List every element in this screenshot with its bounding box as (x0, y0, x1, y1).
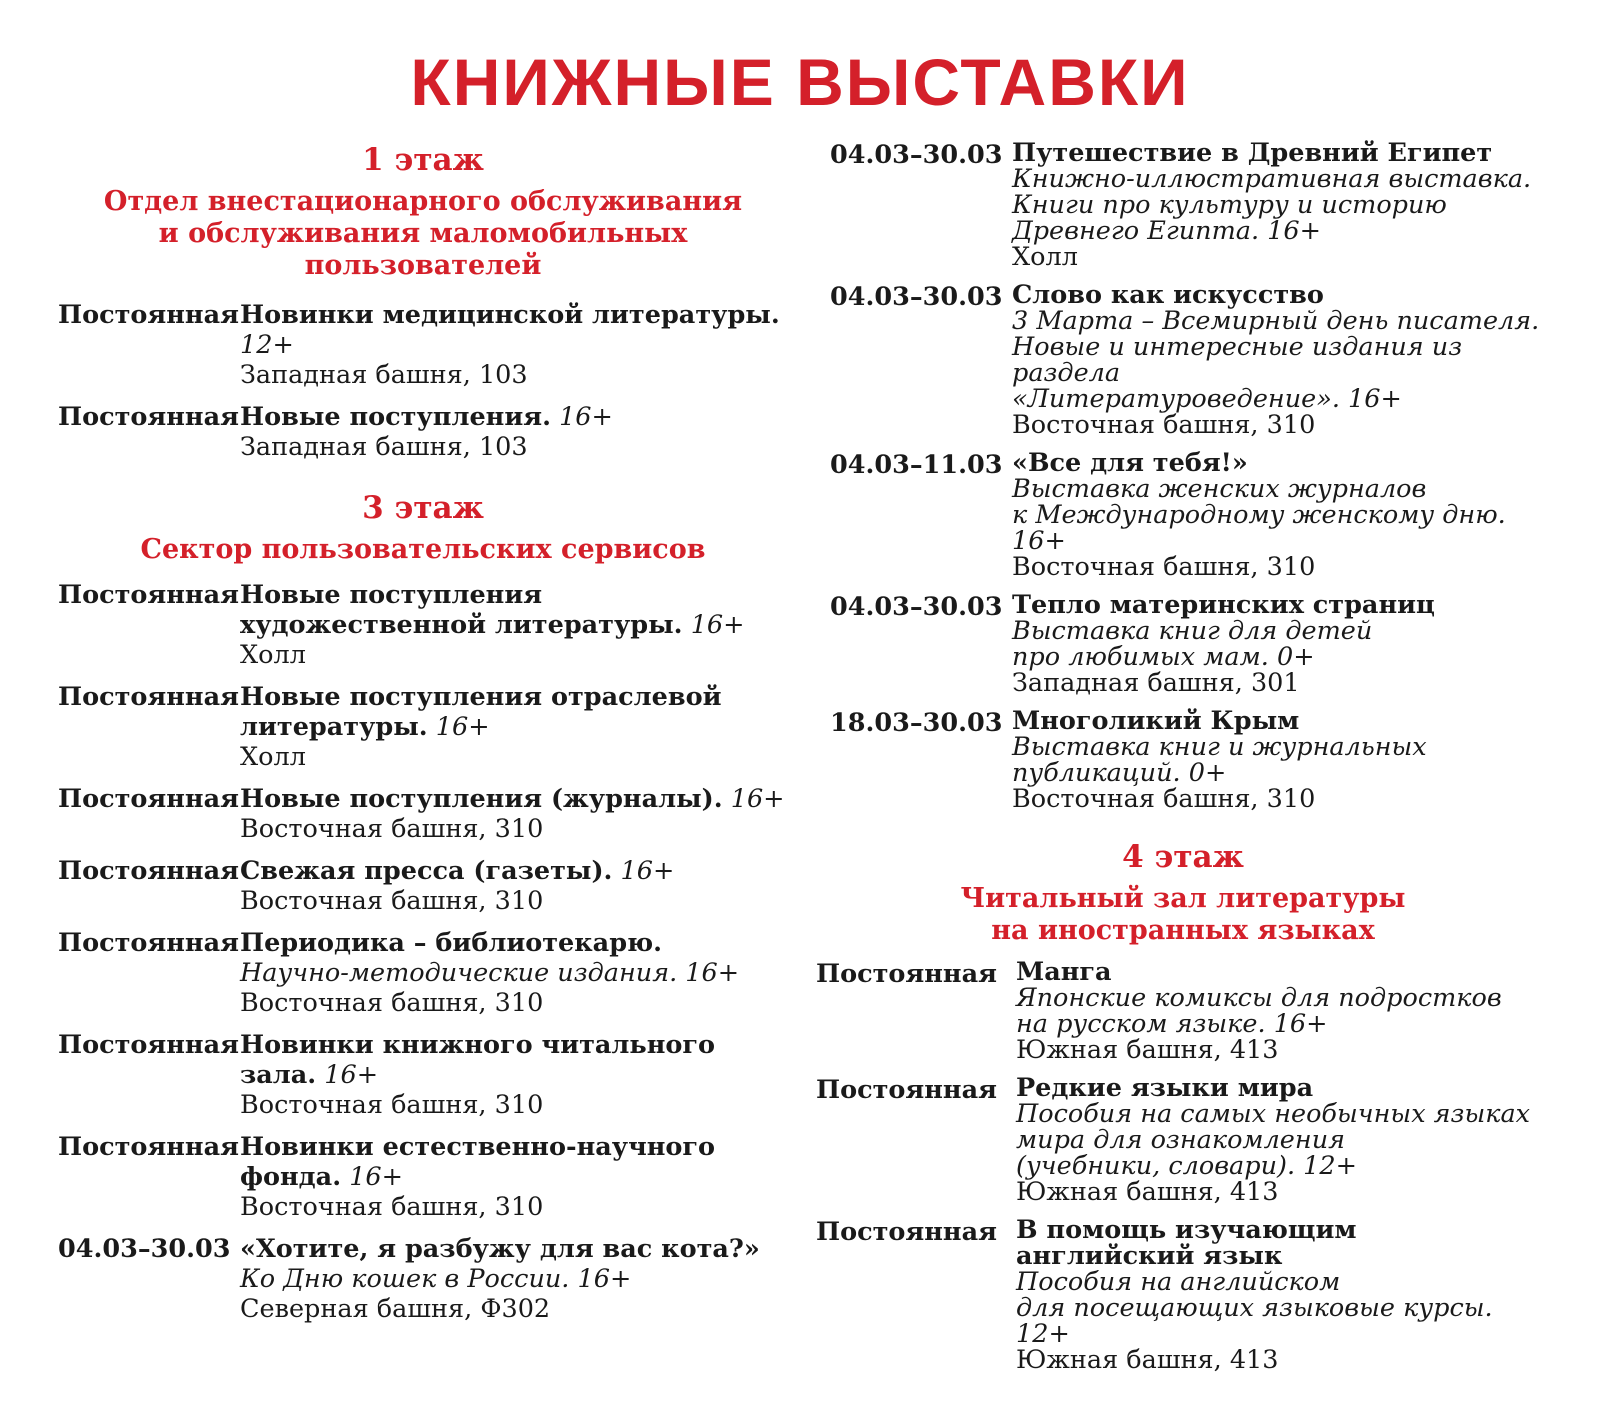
age-rating: 16+ (435, 712, 490, 742)
floor-1-exhibition-list (58, 300, 788, 462)
exhibition-location: Южная башня, 413 (1016, 1177, 1279, 1207)
exhibition-entry (830, 140, 1550, 270)
exhibition-title: Редкие языки мира (1016, 1073, 1314, 1103)
exhibition-title-line (240, 1060, 788, 1090)
exhibition-entry (58, 402, 788, 462)
exhibition-description: Выставка женских журналов (1012, 474, 1427, 504)
exhibition-title: художественной литературы. (240, 610, 683, 640)
age-rating: 16+ (349, 1162, 404, 1192)
exhibition-title: зала. (240, 1060, 317, 1090)
exhibition-description: Научно-методические издания. 16+ (240, 958, 740, 988)
exhibition-title: Новые поступления. (240, 402, 551, 432)
exhibition-title: Новинки медицинской литературы. (240, 300, 780, 330)
exhibition-title: Новые поступления отраслевой (240, 682, 722, 712)
exhibition-description: Книжно-иллюстративная выставка. (1012, 164, 1532, 194)
exhibition-title: Путешествие в Древний Египет (1012, 138, 1493, 168)
age-rating: 16+ (620, 856, 675, 886)
exhibition-entry (830, 450, 1550, 580)
exhibition-date: Постоянная (58, 402, 239, 432)
exhibition-description: Ко Дню кошек в России. 16+ (240, 1264, 632, 1294)
exhibition-details (1012, 140, 1550, 270)
exhibition-description: Выставка книг для детей (1012, 616, 1373, 646)
exhibition-description: Пособия на английском (1016, 1267, 1341, 1297)
floor-title: 4 этаж (1122, 839, 1244, 875)
department-title-line: и обслуживания маломобильных (158, 218, 688, 249)
exhibition-location: Восточная башня, 310 (1012, 552, 1316, 582)
exhibition-details (1012, 282, 1550, 438)
floor-title: 1 этаж (362, 142, 484, 178)
exhibition-description: Пособия на самых необычных языках (1016, 1099, 1531, 1129)
exhibition-description: Выставка книг и журнальных (1012, 732, 1427, 762)
exhibition-title: литературы. (240, 712, 428, 742)
department-title-line: пользователей (304, 250, 542, 281)
exhibition-title-line (1016, 1075, 1550, 1101)
exhibition-description: на русском языке. 16+ (1016, 1009, 1328, 1039)
exhibition-entry (830, 708, 1550, 812)
exhibition-details (1016, 959, 1550, 1063)
exhibition-date: 04.03–30.03 (58, 1234, 231, 1264)
exhibition-entry (58, 1132, 788, 1222)
exhibition-description: Древнего Египта. 16+ (1012, 216, 1321, 246)
exhibition-entry (58, 1234, 788, 1324)
exhibition-location: Западная башня, 103 (240, 432, 528, 462)
exhibition-location: Западная башня, 103 (240, 360, 528, 390)
exhibition-title-line (1016, 1243, 1550, 1269)
exhibition-details (1016, 1217, 1550, 1373)
floor-3-header (58, 488, 788, 566)
exhibition-details (240, 928, 788, 1018)
exhibition-date: Постоянная (58, 1132, 239, 1162)
exhibition-details (1012, 708, 1550, 812)
exhibition-details (1016, 1075, 1550, 1205)
exhibition-details (240, 580, 788, 670)
exhibition-details (240, 1234, 788, 1324)
exhibition-entry (58, 856, 788, 916)
exhibition-description: (учебники, словари). 12+ (1016, 1151, 1357, 1181)
exhibition-location: Восточная башня, 310 (240, 988, 544, 1018)
department-title (58, 534, 788, 566)
exhibition-date: Постоянная (58, 300, 239, 330)
exhibition-description: Новые и интересные издания из раздела (1012, 332, 1463, 388)
exhibition-title: Новые поступления (журналы). (240, 784, 723, 814)
exhibition-entry (58, 300, 788, 390)
exhibition-title-line (240, 682, 788, 712)
exhibition-entry (830, 282, 1550, 438)
temporary-exhibition-list (830, 140, 1550, 812)
exhibition-date: 04.03–30.03 (830, 282, 1003, 312)
exhibition-location: Восточная башня, 310 (1012, 784, 1316, 814)
exhibition-title: «Все для тебя!» (1012, 448, 1248, 478)
exhibition-description: публикаций. 0+ (1012, 758, 1227, 788)
exhibition-title-line (240, 300, 788, 330)
exhibition-title: Новинки книжного читального (240, 1030, 716, 1060)
exhibition-date: Постоянная (58, 784, 239, 814)
exhibition-title-line (240, 580, 788, 610)
exhibition-date: Постоянная (58, 682, 239, 712)
exhibition-location: Восточная башня, 310 (240, 886, 544, 916)
exhibition-title: Свежая пресса (газеты). (240, 856, 613, 886)
exhibition-location: Холл (240, 640, 306, 670)
exhibition-date: 18.03–30.03 (830, 708, 1003, 738)
exhibition-location: Южная башня, 413 (1016, 1035, 1279, 1065)
exhibition-title-line (240, 610, 788, 640)
exhibition-title-line (1012, 140, 1550, 166)
exhibition-title-line (1012, 450, 1550, 476)
exhibition-entry (816, 959, 1550, 1063)
age-rating: 16+ (559, 402, 613, 432)
exhibition-description: к Международному женскому дню. 16+ (1012, 500, 1506, 556)
department-title-line: на иностранных языках (991, 915, 1375, 946)
exhibition-date: 04.03–30.03 (830, 140, 1003, 170)
exhibition-title: Периодика – библиотекарю. (240, 928, 663, 958)
exhibition-title: Новинки естественно-научного (240, 1132, 716, 1162)
exhibition-description: мира для ознакомления (1016, 1125, 1345, 1155)
exhibition-title: В помощь изучающим (1016, 1215, 1357, 1245)
exhibition-location: Южная башня, 413 (1016, 1345, 1279, 1375)
exhibition-title-line (240, 712, 788, 742)
exhibition-title-line (240, 928, 788, 958)
exhibition-location: Восточная башня, 310 (1012, 410, 1316, 440)
exhibition-location: Восточная башня, 310 (240, 1192, 544, 1222)
exhibition-details (240, 1132, 788, 1222)
exhibition-title-line (1012, 592, 1550, 618)
exhibition-title-line (240, 1234, 788, 1264)
right-column-bottom (816, 837, 1550, 1373)
exhibition-entry (58, 1030, 788, 1120)
exhibition-location: Восточная башня, 310 (240, 1090, 544, 1120)
floor-1-header (58, 140, 788, 282)
floor-4-header (816, 837, 1550, 947)
exhibition-entry (816, 1217, 1550, 1373)
exhibition-title: фонда. (240, 1162, 342, 1192)
exhibition-entry (830, 592, 1550, 696)
exhibition-title: «Хотите, я разбужу для вас кота?» (240, 1234, 760, 1264)
exhibition-location: Западная башня, 301 (1012, 668, 1300, 698)
page-title: КНИЖНЫЕ ВЫСТАВКИ (410, 45, 1190, 119)
exhibition-date: Постоянная (816, 1075, 997, 1105)
exhibition-location: Северная башня, Ф302 (240, 1294, 551, 1324)
exhibition-title-line (1012, 708, 1550, 734)
exhibition-entry (58, 682, 788, 772)
floor-title: 3 этаж (362, 490, 484, 526)
department-title (58, 186, 788, 282)
exhibition-details (240, 1030, 788, 1120)
exhibition-details (240, 856, 788, 916)
exhibition-location: Холл (1012, 242, 1078, 272)
exhibition-title: английский язык (1016, 1241, 1283, 1271)
exhibition-details (1012, 592, 1550, 696)
exhibition-title-line (240, 402, 788, 432)
exhibition-title: Многоликий Крым (1012, 706, 1300, 736)
exhibition-details (240, 402, 788, 462)
exhibition-date: Постоянная (58, 856, 239, 886)
exhibition-details (1012, 450, 1550, 580)
exhibition-date: 04.03–11.03 (830, 450, 1003, 480)
exhibition-entry (58, 928, 788, 1018)
exhibition-date: 04.03–30.03 (830, 592, 1003, 622)
exhibition-description: 3 Марта – Всемирный день писателя. (1012, 306, 1540, 336)
exhibition-title-line (1016, 959, 1550, 985)
floor-4-exhibition-list (816, 959, 1550, 1373)
department-title (816, 883, 1550, 947)
exhibition-title-line (1016, 1217, 1550, 1243)
department-title-line: Отдел внестационарного обслуживания (103, 186, 743, 217)
exhibition-entry (816, 1075, 1550, 1205)
exhibition-title: Манга (1016, 957, 1112, 987)
exhibition-description: «Литературоведение». 16+ (1012, 384, 1402, 414)
exhibition-location: Холл (240, 742, 306, 772)
exhibition-description: про любимых мам. 0+ (1012, 642, 1315, 672)
exhibition-description: 12+ (1016, 1319, 1070, 1349)
exhibition-title-line (240, 784, 788, 814)
exhibition-entry (58, 580, 788, 670)
exhibition-title: Тепло материнских страниц (1012, 590, 1435, 620)
exhibition-title-line (240, 856, 788, 886)
department-title-line: Сектор пользовательских сервисов (140, 534, 706, 565)
exhibition-title-line (240, 1132, 788, 1162)
floor-3-exhibition-list (58, 580, 788, 1324)
exhibition-description: для посещающих языковые курсы. (1016, 1293, 1493, 1323)
exhibition-title: Слово как искусство (1012, 280, 1324, 310)
exhibition-details (240, 682, 788, 772)
exhibition-date: Постоянная (816, 1217, 997, 1247)
exhibition-location: Восточная башня, 310 (240, 814, 544, 844)
exhibition-date: Постоянная (58, 1030, 239, 1060)
exhibition-title-line (240, 1162, 788, 1192)
age-rating: 16+ (690, 610, 745, 640)
age-rating: 16+ (324, 1060, 379, 1090)
exhibition-details (240, 300, 788, 390)
left-column (58, 140, 788, 1324)
exhibition-date: Постоянная (58, 580, 239, 610)
department-title-line: Читальный зал литературы (960, 883, 1406, 914)
exhibition-description: Японские комиксы для подростков (1016, 983, 1502, 1013)
exhibition-description: Книги про культуру и историю (1012, 190, 1447, 220)
exhibition-date: Постоянная (816, 959, 997, 989)
exhibition-title: Новые поступления (240, 580, 543, 610)
age-rating: 16+ (730, 784, 785, 814)
exhibition-entry (58, 784, 788, 844)
exhibition-title-line (1012, 282, 1550, 308)
exhibition-date: Постоянная (58, 928, 239, 958)
right-column-top (830, 140, 1550, 812)
exhibition-details (240, 784, 788, 844)
age-rating: 12+ (240, 330, 294, 360)
exhibition-title-line (240, 1030, 788, 1060)
